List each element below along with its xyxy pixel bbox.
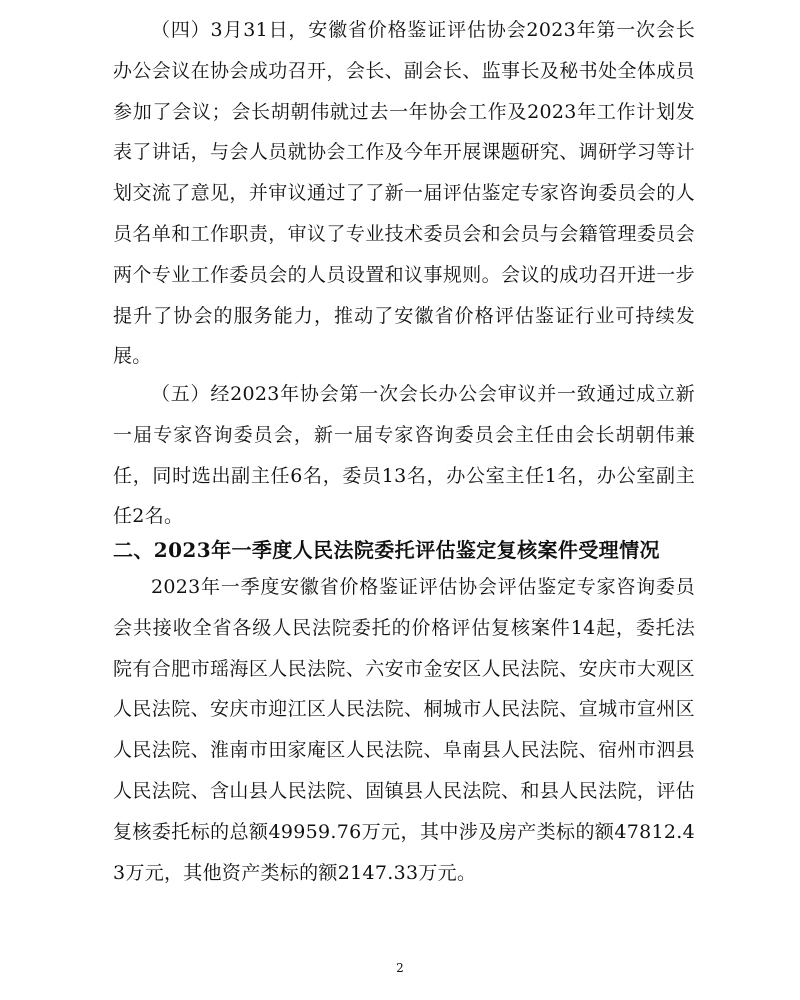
paragraph-meeting: （四）3月31日，安徽省价格鉴证评估协会2023年第一次会长办公会议在协会成功召开，会长、副会长、监事长及秘书处全体成员参加了会议；会长胡朝伟就过去一年协会工作及2023年工作计划发表了讲话，与会人员就协会工作及今年开展课题研究、调研学习等计划交流了意见，并审议通过了了新一届评估鉴定专家咨询委员会的人员名单和工作职责，审议了专业技术委员会和会员与会籍管理委员会两个专业工作委员会的人员设置和议事规则。会议的成功召开进一步提升了协会的服务能力，推动了安徽省价格评估鉴证行业可持续发展。 [113, 19, 695, 368]
page-number: 2 [396, 961, 404, 975]
paragraph-committee: （五）经2023年协会第一次会长办公会审议并一致通过成立新一届专家咨询委员会，新一届专家咨询委员会主任由会长胡朝伟兼任，同时选出副主任6名，委员13名，办公室主任1名，办公室副主任2名。 [113, 383, 695, 528]
section-heading: 二、2023年一季度人民法院委托评估鉴定复核案件受理情况 [113, 538, 660, 562]
paragraph-court-cases: 2023年一季度安徽省价格鉴证评估协会评估鉴定专家咨询委员会共接收全省各级人民法院委托的价格评估复核案件14起，委托法院有合肥市瑶海区人民法院、六安市金安区人民法院、安庆市大观区人民法院、安庆市迎江区人民法院、桐城市人民法院、宣城市宣州区人民法院、淮南市田家庵区人民法院、阜南县人民法院、宿州市泗县人民法院、含山县人民法院、固镇县人民法院、和县人民法院，评估复核委托标的总额49959.76万元，其中涉及房产类标的额47812.43万元，其他资产类标的额2147.33万元。 [113, 576, 695, 884]
